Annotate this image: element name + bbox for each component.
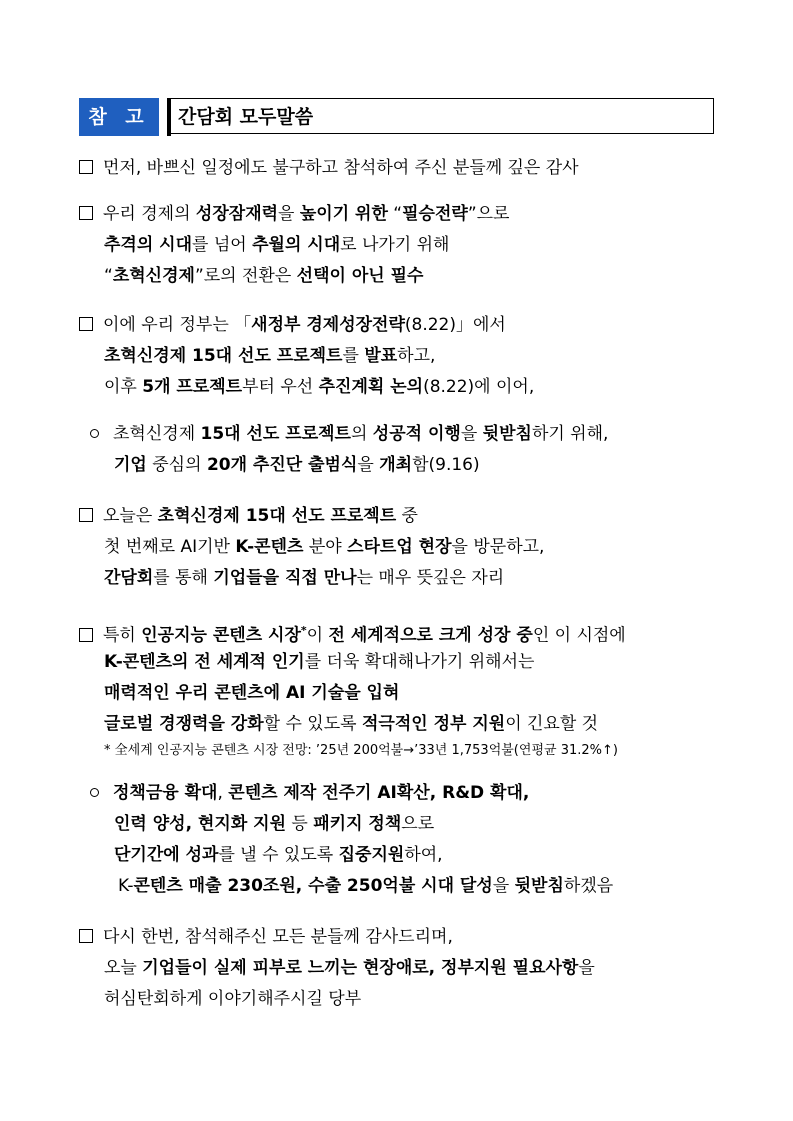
text-segment: 중심의 [146,455,207,475]
text-segment: * [300,624,307,637]
text-line [104,234,449,256]
text-line [104,265,423,287]
text-line [104,957,595,979]
text-segment: 을 [492,876,515,896]
text-segment: 패키지 정책 [313,814,402,834]
text-line [104,567,504,589]
text-segment: 초혁신경제 15대 선도 프로젝트 [157,506,397,526]
text-segment: 중 [396,506,418,526]
text-segment: (8.22)」에서 [404,315,506,335]
text-segment: 추격의 시대 [104,235,193,255]
text-segment: 첫 번째로 AI기반 [104,537,236,557]
text-segment: 이 긴요할 것 [505,714,599,734]
text-line [104,988,361,1010]
text-segment: 20개 추진단 출범식 [206,455,358,475]
text-segment: 오늘은 [103,506,158,526]
reference-tag: 참 고 [79,98,159,136]
text-line [79,314,506,336]
text-segment: 전 세계적으로 크게 성장 중 [328,625,533,646]
checkbox-bullet-icon [79,206,93,220]
text-segment: 인력 양성, 현지화 지원 [114,814,287,834]
text-segment: 이후 [104,377,143,397]
text-segment: 함(9.16) [412,455,480,475]
text-segment: 등 [286,814,314,834]
text-segment: 먼저, 바쁘신 일정에도 불구하고 참석하여 주신 분들께 깊은 감사 [103,158,579,178]
checkbox-bullet-icon [79,317,93,331]
text-line [90,782,529,804]
checkbox-bullet-icon [79,628,93,642]
text-segment: 초혁신경제 [112,266,195,286]
text-segment: 15대 선도 프로젝트 [200,424,351,444]
text-segment: 뒷받침 [482,424,532,444]
text-segment: 글로벌 경쟁력을 강화 [104,714,264,734]
text-segment: 콘텐츠 제작 전주기 AI확산, R&D 확대, [228,783,530,803]
text-segment: 이 [306,625,329,646]
text-segment: 하여, [404,845,443,865]
text-segment: 우리 경제의 [103,204,196,224]
text-segment: 성공적 이행 [372,424,461,444]
text-segment: K-콘텐츠의 전 세계적 인기 [104,652,305,672]
text-segment: 다시 한번, 참석해주신 모든 분들께 감사드리며, [103,927,453,947]
text-segment: 인공지능 콘텐츠 시장 [141,625,301,646]
text-segment: 을 [460,424,483,444]
text-segment: 특히 [103,625,142,646]
text-line [104,376,534,398]
text-line [90,423,608,445]
text-segment: 적극적인 정부 지원 [361,714,506,734]
text-line [104,713,598,735]
text-segment: 간담회 [104,568,154,588]
text-segment: 새정부 경제성장전략 [251,315,405,335]
text-segment: 의 [350,424,373,444]
text-segment: 을 방문하고, [451,537,545,557]
section-header [79,98,714,136]
text-segment: 하고, [397,346,436,366]
text-segment: 을 [357,455,380,475]
text-segment: 단기간에 성과 [114,845,219,865]
text-segment: 는 매우 뜻깊은 자리 [356,568,505,588]
title-left-bar [167,98,171,136]
text-line [104,651,534,673]
text-segment: ”으로 [467,204,510,224]
circle-bullet-icon [90,429,99,438]
text-segment: 를 더욱 확대해나가기 위해서는 [304,652,535,672]
text-segment: 기업들이 실제 피부로 느끼는 현장애로, 정부지원 필요사항 [142,958,579,978]
text-segment: * 全세계 인공지능 콘텐츠 시장 전망: ’25년 200억불→’33년 1,753억불(연평균 31.2%↑) [104,743,618,758]
text-segment: 높이기 위한 [299,204,388,224]
text-segment: 추월의 시대 [252,235,341,255]
text-line [79,505,418,527]
text-line [79,157,579,179]
text-segment: 로 나가기 위해 [340,235,450,255]
text-segment: 을 [278,204,300,224]
text-segment: 을 [578,958,595,978]
text-segment: 정책금융 확대 [113,783,218,803]
text-segment: 콘텐츠 매출 230조원, 수출 250억불 시대 달성 [133,876,493,896]
circle-bullet-icon [90,788,99,797]
text-segment: 매력적인 우리 콘텐츠에 AI 기술을 입혀 [104,683,400,703]
text-segment: 분야 [303,537,348,557]
text-segment: 를 넘어 [192,235,253,255]
text-line [114,813,434,835]
text-segment: 기업들을 직접 만나 [213,568,357,588]
text-segment: (8.22)에 이어, [423,377,535,397]
checkbox-bullet-icon [79,160,93,174]
text-line [79,620,626,647]
text-segment: 할 수 있도록 [263,714,362,734]
text-segment: , [217,783,229,803]
footnote-line [104,740,618,762]
text-segment: 부터 우선 [242,377,319,397]
section-title: 간담회 모두말씀 [167,98,714,134]
text-segment: 인 이 시점에 [532,625,626,646]
text-segment: 를 통해 [153,568,214,588]
text-line [79,203,509,225]
text-segment: 선택이 아닌 필수 [296,266,424,286]
text-line [79,926,453,948]
text-segment: 하기 위해, [531,424,609,444]
text-segment: 뒷받침 [514,876,564,896]
text-segment: “ [104,266,113,286]
checkbox-bullet-icon [79,929,93,943]
text-segment: 성장잠재력 [195,204,279,224]
checkbox-bullet-icon [79,508,93,522]
text-segment: 개최 [379,455,413,475]
text-line [104,536,544,558]
text-segment: 오늘 [104,958,143,978]
text-line [104,682,399,704]
text-segment: 를 낼 수 있도록 [218,845,339,865]
text-segment: 필승전략 [402,204,468,224]
text-segment: 기업 [114,455,147,475]
text-segment: 초혁신경제 15대 선도 프로젝트 [104,346,343,366]
text-segment: 발표 [364,346,398,366]
text-segment: 추진계획 논의 [318,377,424,397]
text-line [114,454,480,476]
text-segment: 으로 [401,814,435,834]
text-segment: 허심탄회하게 이야기해주시길 당부 [104,989,362,1009]
text-segment: K- [118,876,134,896]
text-segment: 이에 우리 정부는 「 [103,315,252,335]
text-segment: “ [387,204,403,224]
text-line [114,844,443,866]
text-segment: 스타트업 현장 [347,537,452,557]
text-segment: K-콘텐츠 [235,537,304,557]
text-segment: 초혁신경제 [113,424,201,444]
text-segment: 를 [342,346,365,366]
text-segment: 집중지원 [338,845,405,865]
text-line [118,875,613,897]
text-segment: 5개 프로젝트 [142,377,243,397]
text-line [104,345,435,367]
text-segment: ”로의 전환은 [194,266,297,286]
text-segment: 하겠음 [563,876,614,896]
